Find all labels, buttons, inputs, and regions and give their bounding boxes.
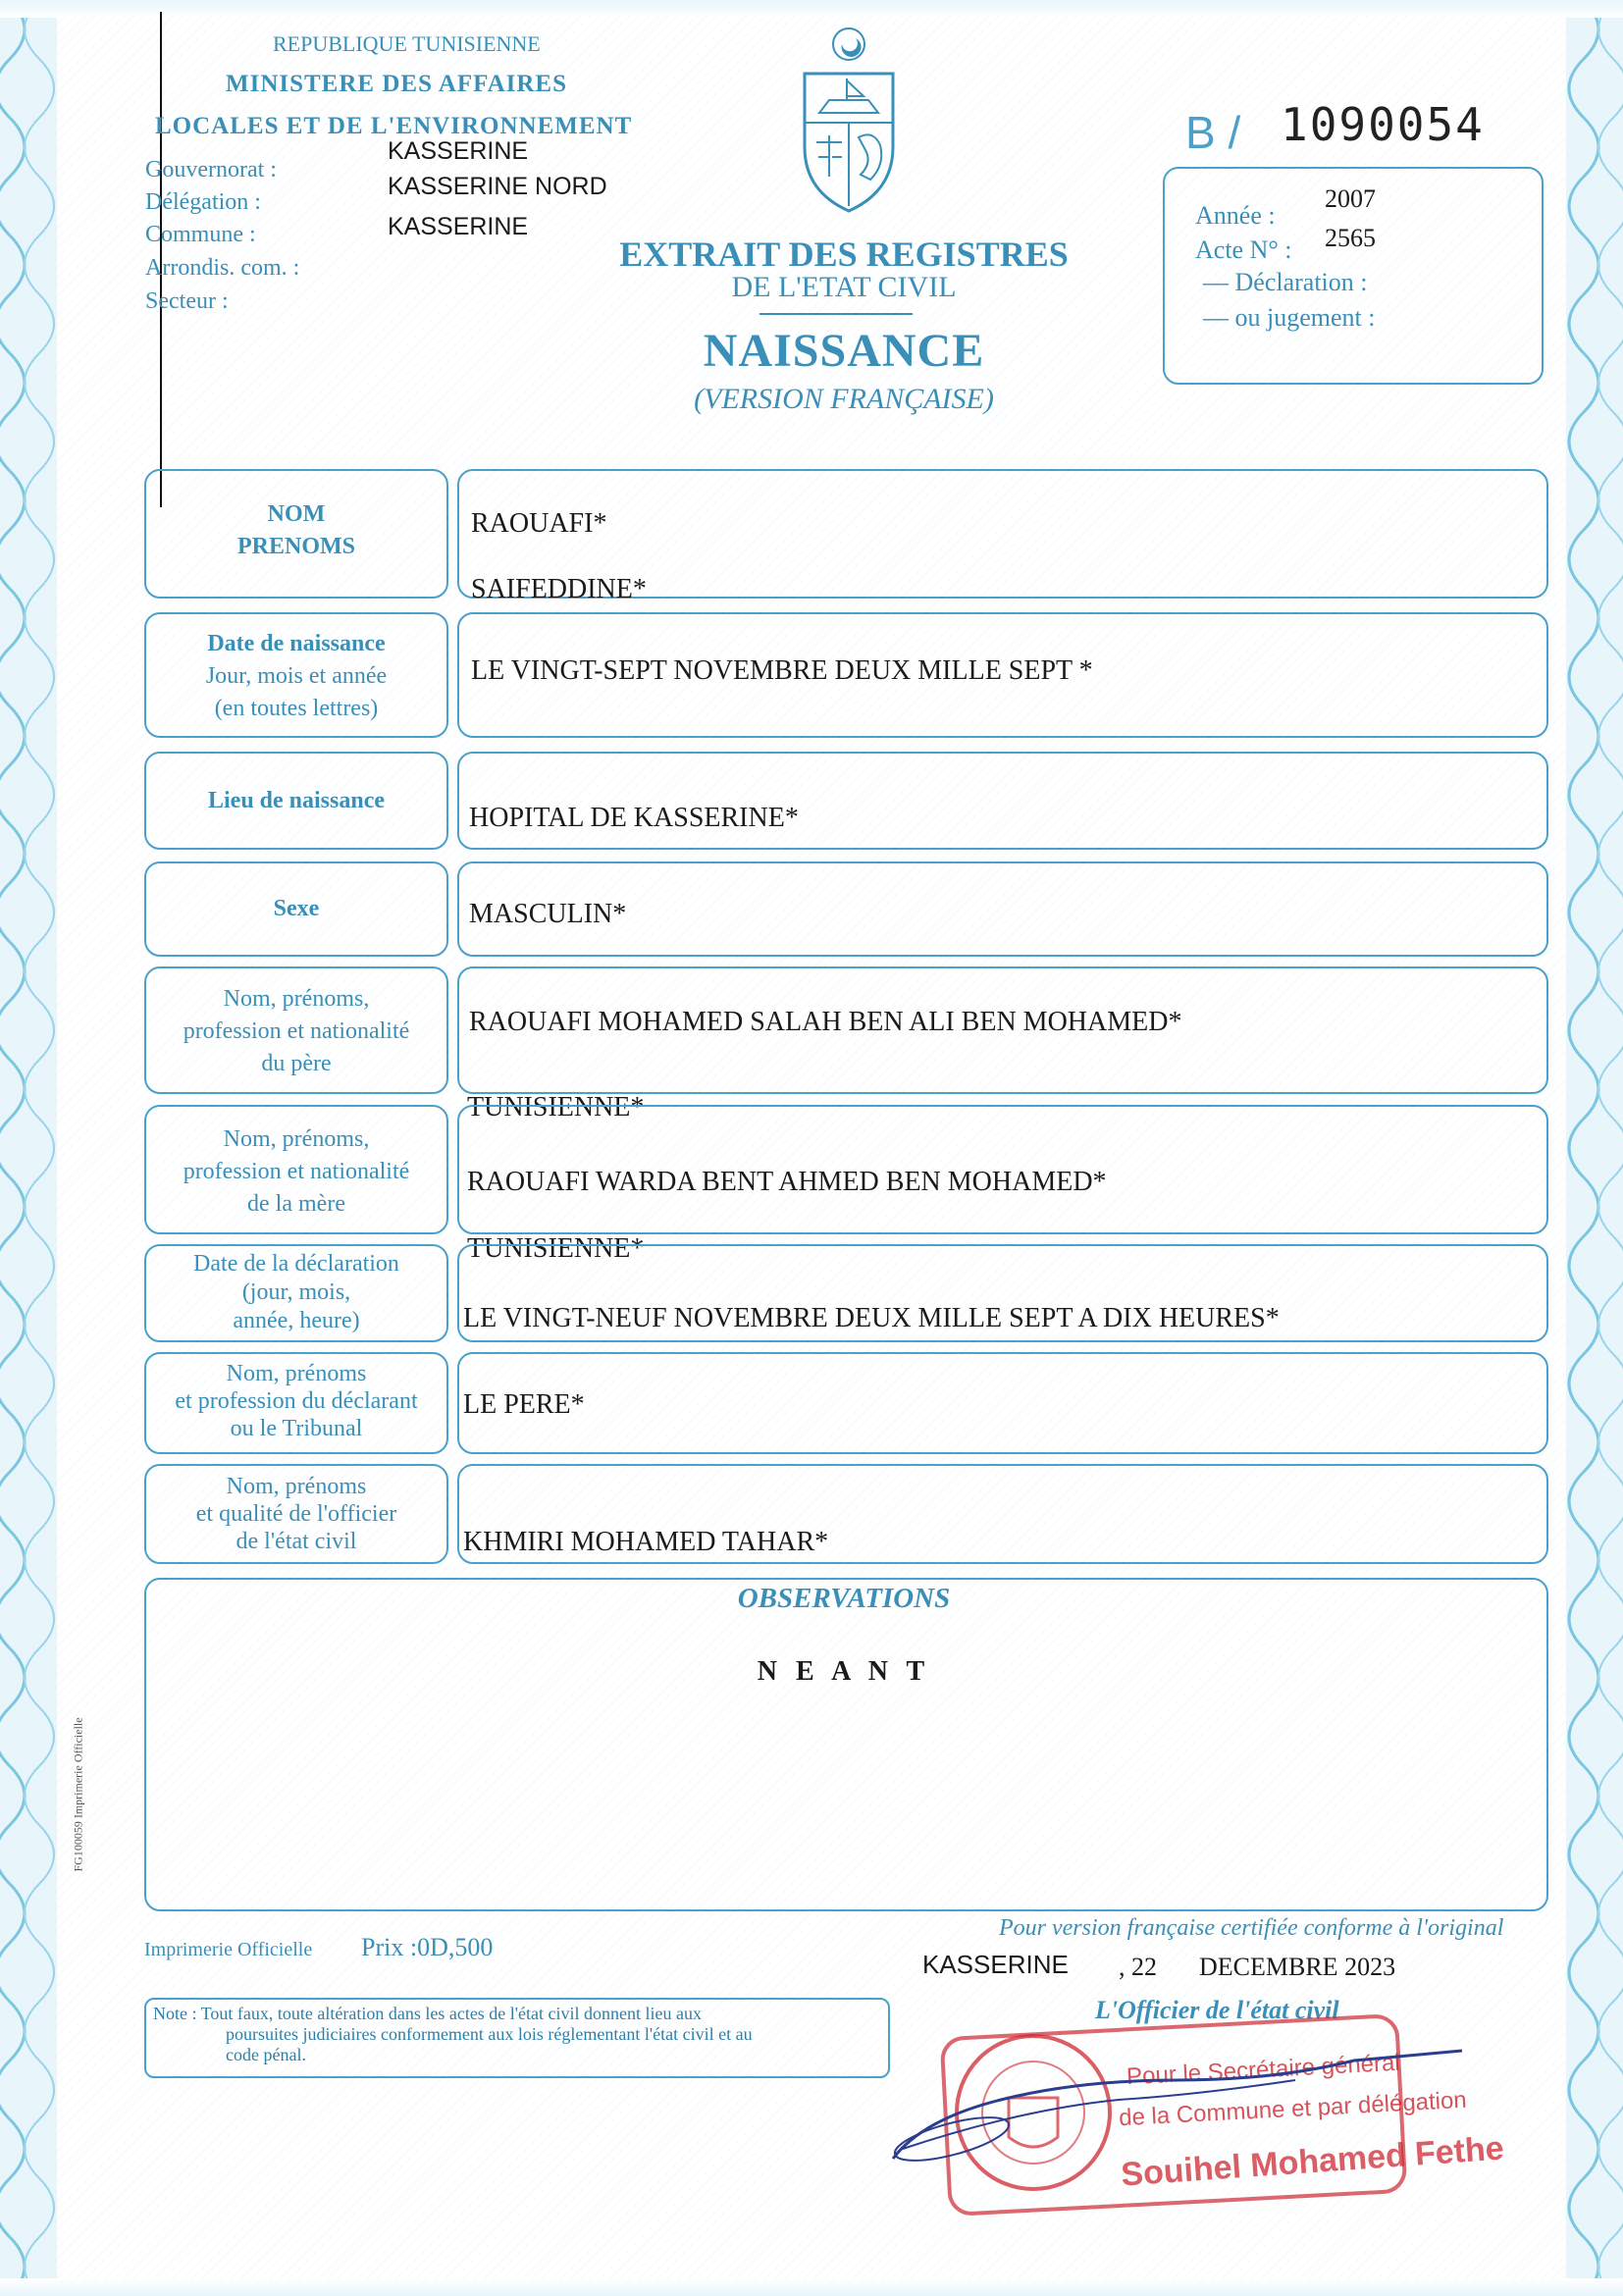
declaration-date-label: [144, 1250, 448, 1335]
officier-value: KHMIRI MOHAMED TAHAR*: [463, 1527, 829, 1557]
officier-label-2: et qualité de l'officier: [195, 1501, 397, 1527]
pere-label: [144, 983, 448, 1080]
acte-label: Acte N° :: [1195, 235, 1292, 264]
jugement-label: — ou jugement :: [1203, 303, 1376, 332]
delegation-label: Délégation :: [145, 189, 261, 215]
nom-value: RAOUAFI*: [471, 508, 607, 539]
stamp-line1: Pour le Secrétaire général: [1126, 2049, 1401, 2091]
pere-label-1: Nom, prénoms,: [223, 986, 370, 1012]
officier-label-1: Nom, prénoms: [226, 1474, 367, 1499]
security-border-bottom: [0, 2278, 1623, 2296]
title-divider: [759, 313, 913, 315]
pere-label-3: du père: [261, 1051, 332, 1076]
note-line-3: code pénal.: [226, 2045, 306, 2064]
lieu-label: [144, 785, 448, 817]
pere-nationality: TUNISIENNE*: [467, 1092, 645, 1122]
arrondis-label: Arrondis. com. :: [145, 255, 300, 281]
naissance-label-1: Date de naissance: [207, 631, 386, 656]
security-border-left: [0, 0, 59, 2296]
mere-nationality: TUNISIENNE*: [467, 1233, 645, 1264]
pere-label-2: profession et nationalité: [183, 1018, 410, 1044]
sexe-label: [144, 893, 448, 925]
republic-label: REPUBLIQUE TUNISIENNE: [273, 31, 541, 56]
declaration-label-3: année, heure): [233, 1308, 360, 1333]
imprimerie-label: Imprimerie Officielle: [144, 1939, 313, 1960]
observations-value: N E A N T: [757, 1656, 931, 1687]
declaration-value: LE VINGT-NEUF NOVEMBRE DEUX MILLE SEPT A DIX HEURES*: [463, 1303, 1280, 1333]
side-print-code: FG100059 Imprimerie Officielle: [71, 1717, 85, 1872]
annee-value: 2007: [1325, 184, 1376, 213]
nom-label: [144, 498, 448, 563]
title-line2: DE L'ETAT CIVIL: [731, 271, 957, 303]
commune-label: Commune :: [145, 222, 256, 247]
coat-of-arms-emblem: [785, 20, 913, 216]
title-version: (VERSION FRANÇAISE): [694, 383, 994, 415]
officer-title: L'Officier de l'état civil: [1095, 1996, 1339, 2024]
declarant-label-3: ou le Tribunal: [230, 1416, 363, 1441]
sexe-label-1: Sexe: [273, 896, 320, 921]
prenoms-value: SAIFEDDINE*: [471, 574, 647, 604]
observations-box: [144, 1578, 1548, 1911]
serial-number: 1090054: [1281, 98, 1485, 151]
title-naissance: NAISSANCE: [703, 325, 985, 377]
naissance-value: LE VINGT-SEPT NOVEMBRE DEUX MILLE SEPT *: [471, 655, 1093, 686]
declarant-label-1: Nom, prénoms: [226, 1361, 367, 1386]
declarant-label: [144, 1360, 448, 1442]
signature: [883, 2041, 1472, 2178]
observations-title: OBSERVATIONS: [737, 1583, 951, 1614]
stamp-line2: de la Commune et par délégation: [1118, 2086, 1468, 2132]
declaration-label-2: (jour, mois,: [241, 1279, 351, 1305]
place-value: KASSERINE: [922, 1950, 1069, 1979]
title-line1: EXTRAIT DES REGISTRES: [619, 235, 1069, 274]
declarant-label-2: et profession du déclarant: [175, 1388, 418, 1414]
note-line-1: Note : Tout faux, toute altération dans les actes de l'état civil donnent lieu aux: [153, 2004, 702, 2023]
mere-label-2: profession et nationalité: [183, 1159, 410, 1184]
acte-value: 2565: [1325, 224, 1376, 252]
sexe-value: MASCULIN*: [469, 899, 627, 929]
ministry-line2: LOCALES ET DE L'ENVIRONNEMENT: [155, 113, 633, 139]
pere-value: RAOUAFI MOHAMED SALAH BEN ALI BEN MOHAMED*: [469, 1007, 1182, 1037]
mere-label-3: de la mère: [247, 1191, 345, 1217]
security-border-right: [1564, 0, 1623, 2296]
annee-label: Année :: [1195, 201, 1276, 230]
date-month-year: DECEMBRE 2023: [1199, 1953, 1396, 1981]
mere-label: [144, 1123, 448, 1221]
commune-value: KASSERINE: [388, 213, 529, 240]
lieu-value: HOPITAL DE KASSERINE*: [469, 803, 799, 833]
mere-value: RAOUAFI WARDA BENT AHMED BEN MOHAMED*: [467, 1167, 1107, 1197]
lieu-value-box: [457, 752, 1548, 850]
naissance-label-2: Jour, mois et année: [205, 663, 388, 689]
declarant-value: LE PERE*: [463, 1389, 585, 1420]
declaration-label-1: Date de la déclaration: [193, 1251, 399, 1277]
ministry-line1: MINISTERE DES AFFAIRES: [226, 71, 568, 97]
officier-label-3: de l'état civil: [236, 1529, 357, 1554]
note-line-2: poursuites judiciaires conformement aux lois réglementant l'état civil et au: [226, 2024, 753, 2044]
naissance-label: [144, 628, 448, 725]
declaration-label: — Déclaration :: [1203, 268, 1368, 296]
prix-label: Prix :0D,500: [361, 1933, 494, 1961]
stamp-line3: Souihel Mohamed Fethe: [1120, 2129, 1505, 2194]
nom-label-1: NOM: [267, 501, 326, 527]
date-day-value: , 22: [1119, 1953, 1157, 1981]
naissance-label-3: (en toutes lettres): [214, 696, 379, 721]
delegation-value: KASSERINE NORD: [388, 173, 607, 200]
prenoms-label: PRENOMS: [237, 534, 355, 559]
serial-prefix: B /: [1185, 107, 1241, 158]
certified-line: Pour version française certifiée conforme à l'original: [999, 1915, 1504, 1941]
mere-label-1: Nom, prénoms,: [223, 1126, 370, 1152]
gouvernorat-value: KASSERINE: [388, 137, 529, 165]
lieu-label-1: Lieu de naissance: [207, 788, 386, 813]
declarant-value-box: [457, 1352, 1548, 1454]
note-text: [153, 2004, 884, 2065]
officier-label: [144, 1473, 448, 1555]
gouvernorat-label: Gouvernorat :: [145, 157, 277, 183]
secteur-label: Secteur :: [145, 288, 229, 314]
